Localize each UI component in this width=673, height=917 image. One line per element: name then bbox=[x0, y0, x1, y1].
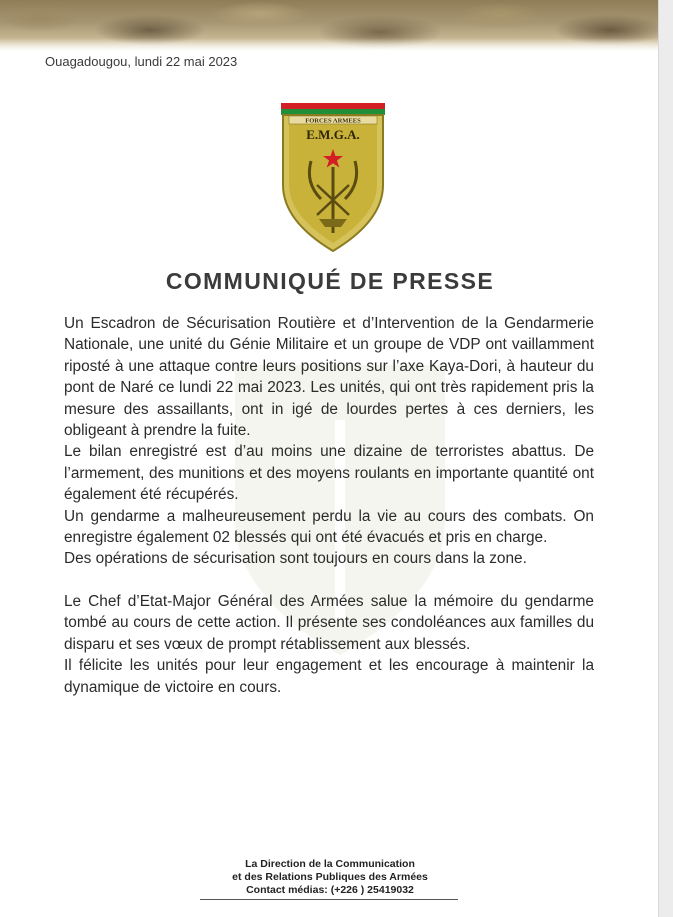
emblem-acronym: E.M.G.A. bbox=[306, 127, 360, 142]
header-fade bbox=[0, 38, 658, 52]
paragraph: Un gendarme a malheureusement perdu la vie au cours des combats. On enregistre également 02 blessés qui ont été évacués et pris en charge. bbox=[64, 507, 594, 547]
footer-contact: Contact médias: (+226 ) 25419032 bbox=[246, 884, 414, 896]
emga-shield-emblem bbox=[281, 103, 385, 253]
paragraph: Le Chef d’Etat-Major Général des Armées salue la mémoire du gendarme tombé au cours de cette action. Il présente ses condoléances aux familles du disparu et ses vœux de prompt rétablissement aux blessés. bbox=[64, 592, 594, 653]
press-release-body bbox=[64, 313, 594, 698]
banner-text: FORCES ARMEES bbox=[305, 117, 361, 125]
page-right-edge bbox=[658, 0, 673, 917]
footer-rule bbox=[200, 899, 458, 900]
footer-line: La Direction de la Communication bbox=[245, 858, 415, 870]
paragraph: Des opérations de sécurisation sont toujours en cours dans la zone. bbox=[64, 550, 527, 568]
footer-line: et des Relations Publiques des Armées bbox=[232, 871, 428, 883]
paragraph: Il félicite les unités pour leur engagement et les encourage à maintenir la dynamique de victoire en cours. bbox=[64, 657, 594, 696]
page-title: COMMUNIQUÉ DE PRESSE bbox=[165, 268, 495, 294]
paragraph: Un Escadron de Sécurisation Routière et d’Intervention de la Gendarmerie Nationale, une unité du Génie Militaire et un groupe de VDP ont vaillamment riposté à une attaque contre leurs positions sur l’axe Kaya-Dori, à hauteur du pont de Naré ce lundi 22 mai 2023. Les unités, qui ont très rapidement pris la mesure des assaillants, ont in igé de lourdes pertes à ces derniers, les obligeant à prendre la fuite. bbox=[64, 315, 594, 440]
flag-stripe-red bbox=[281, 103, 385, 109]
date-line: Ouagadougou, lundi 22 mai 2023 bbox=[45, 54, 238, 69]
paragraph: Le bilan enregistré est d’au moins une dizaine de terroristes abattus. De l’armement, des munitions et des moyens roulants en importante quantité ont également été récupérés. bbox=[64, 443, 594, 504]
paragraph-gap bbox=[64, 570, 594, 591]
footer-signature bbox=[205, 858, 455, 897]
